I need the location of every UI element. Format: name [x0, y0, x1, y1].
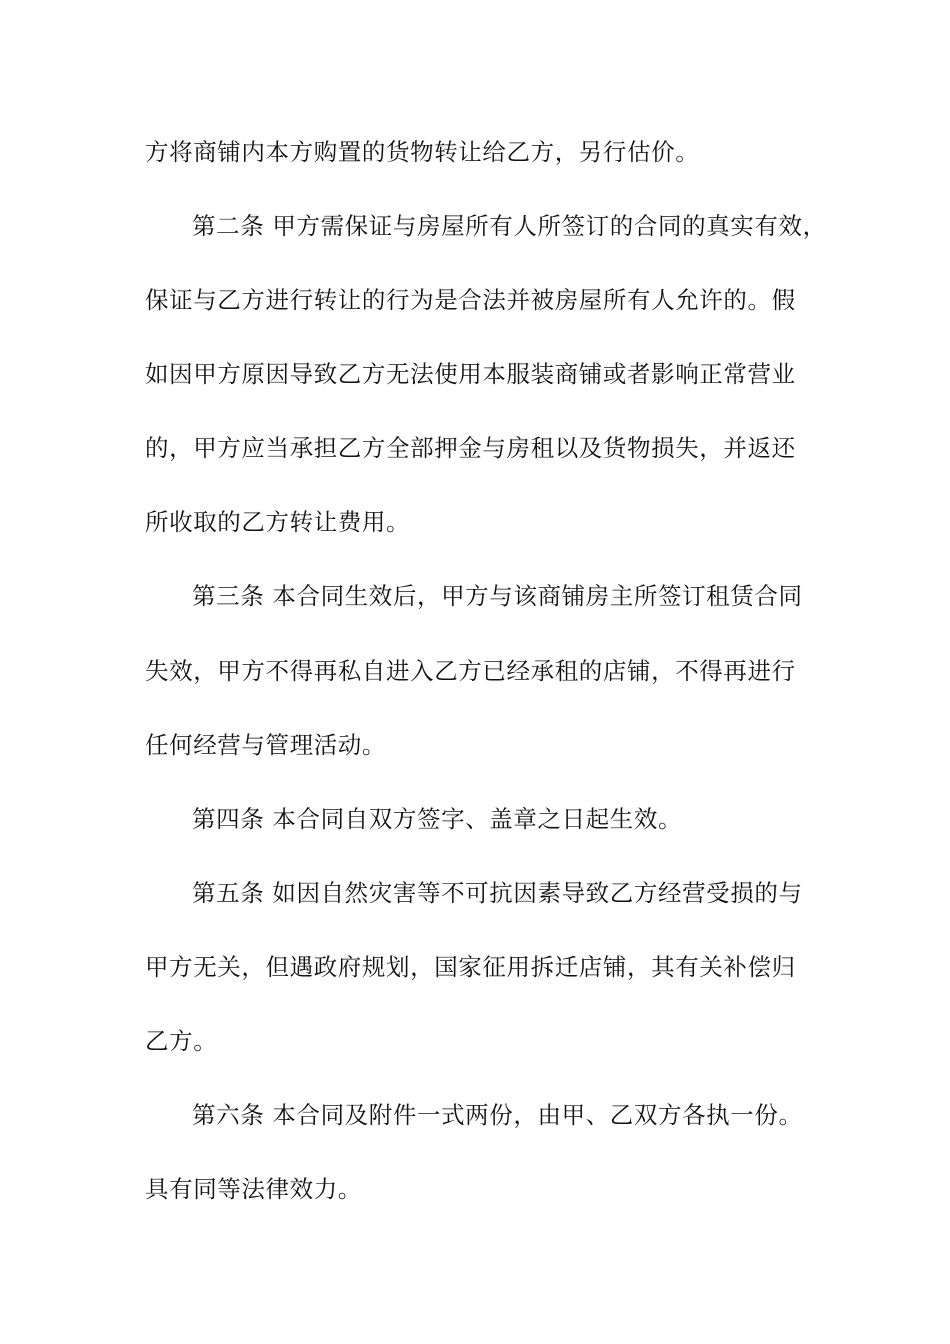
text-line: 如因甲方原因导致乙方无法使用本服装商铺或者影响正常营业 [145, 360, 796, 388]
clause-5-heading-line: 第五条 如因自然灾害等不可抗因素导致乙方经营受损的与 [192, 879, 803, 907]
text-line: 的，甲方应当承担乙方全部押金与房租以及货物损失，并返还 [145, 434, 796, 462]
text-line: 任何经营与管理活动。 [145, 731, 386, 759]
text-line: 乙方。 [145, 1027, 218, 1055]
text-line: 失效，甲方不得再私自进入乙方已经承租的店铺，不得再进行 [145, 657, 796, 685]
text-line: 方将商铺内本方购置的货物转让给乙方，另行估价。 [145, 138, 700, 166]
text-line: 所收取的乙方转让费用。 [145, 508, 411, 536]
text-line: 具有同等法律效力。 [145, 1175, 362, 1203]
clause-6-heading-line: 第六条 本合同及附件一式两份，由甲、乙双方各执一份。 [192, 1101, 803, 1129]
clause-2-heading-line: 第二条 甲方需保证与房屋所有人所签订的合同的真实有效， [192, 212, 827, 240]
text-line: 甲方无关，但遇政府规划，国家征用拆迁店铺，其有关补偿归 [145, 953, 796, 981]
text-line: 保证与乙方进行转让的行为是合法并被房屋所有人允许的。假 [145, 286, 796, 314]
clause-4-heading-line: 第四条 本合同自双方签字、盖章之日起生效。 [192, 805, 683, 833]
clause-3-heading-line: 第三条 本合同生效后，甲方与该商铺房主所签订租赁合同 [192, 582, 803, 610]
